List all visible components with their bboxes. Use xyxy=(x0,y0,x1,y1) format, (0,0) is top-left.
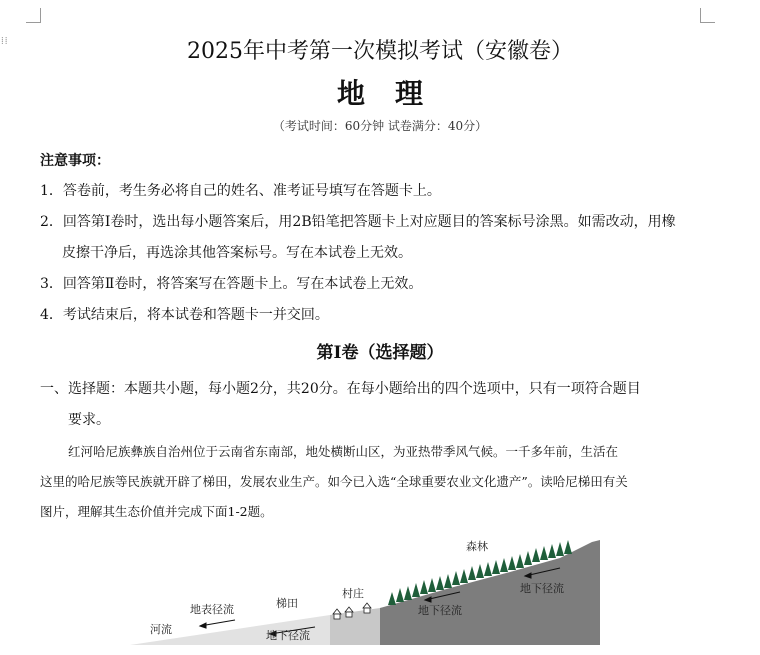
label-surface-runoff: 地表径流 xyxy=(190,603,234,616)
terrace-diagram xyxy=(130,530,605,648)
notes-heading: 注意事项： xyxy=(40,153,110,169)
label-groundwater: 地下径流 xyxy=(520,582,564,595)
label-terrace: 梯田 xyxy=(276,597,298,610)
note-item-continued: 皮擦干净后，再选涂其他答案标号。写在本试卷上无效。 xyxy=(62,245,412,261)
passage-line: 图片，理解其生态价值并完成下面1-2题。 xyxy=(40,504,273,519)
subject-title: 地理 xyxy=(336,77,453,110)
mountain-slope xyxy=(380,540,600,645)
exam-title: 2025年中考第一次模拟考试（安徽卷） xyxy=(187,39,573,64)
note-item: 1．答卷前，考生务必将自己的姓名、准考证号填写在答题卡上。 xyxy=(40,183,441,199)
label-groundwater: 地下径流 xyxy=(266,629,310,642)
passage-line: 红河哈尼族彝族自治州位于云南省东南部，地处横断山区，为亚热带季风气候。一千多年前，生活在 xyxy=(68,444,619,459)
page-corner-mark-right xyxy=(700,8,715,23)
question-intro-continued: 要求。 xyxy=(68,412,110,428)
label-village: 村庄 xyxy=(342,587,364,600)
note-item: 3．回答第Ⅱ卷时，将答案写在答题卡上。写在本试卷上无效。 xyxy=(40,276,423,292)
exam-meta: （考试时间：60分钟 试卷满分：40分） xyxy=(272,119,488,133)
passage-line: 这里的哈尼族等民族就开辟了梯田，发展农业生产。如今已入选“全球重要农业文化遗产”。读哈尼梯田有关 xyxy=(40,474,628,489)
question-intro: 一、选择题：本题共小题，每小题2分，共20分。在每小题给出的四个选项中，只有一项符合题目 xyxy=(40,381,641,397)
label-river: 河流 xyxy=(150,623,172,636)
note-item: 4．考试结束后，将本试卷和答题卡一并交回。 xyxy=(40,307,329,323)
label-groundwater: 地下径流 xyxy=(418,604,462,617)
drag-handle-icon[interactable]: ⁞⁞ xyxy=(1,36,9,47)
label-forest: 森林 xyxy=(466,540,488,553)
note-item: 2．回答第Ⅰ卷时，选出每小题答案后，用2B铅笔把答题卡上对应题目的答案标号涂黑。如需改动，用橡 xyxy=(40,214,676,230)
page-corner-mark-left xyxy=(26,8,41,23)
section-title: 第Ⅰ卷（选择题） xyxy=(316,343,444,363)
